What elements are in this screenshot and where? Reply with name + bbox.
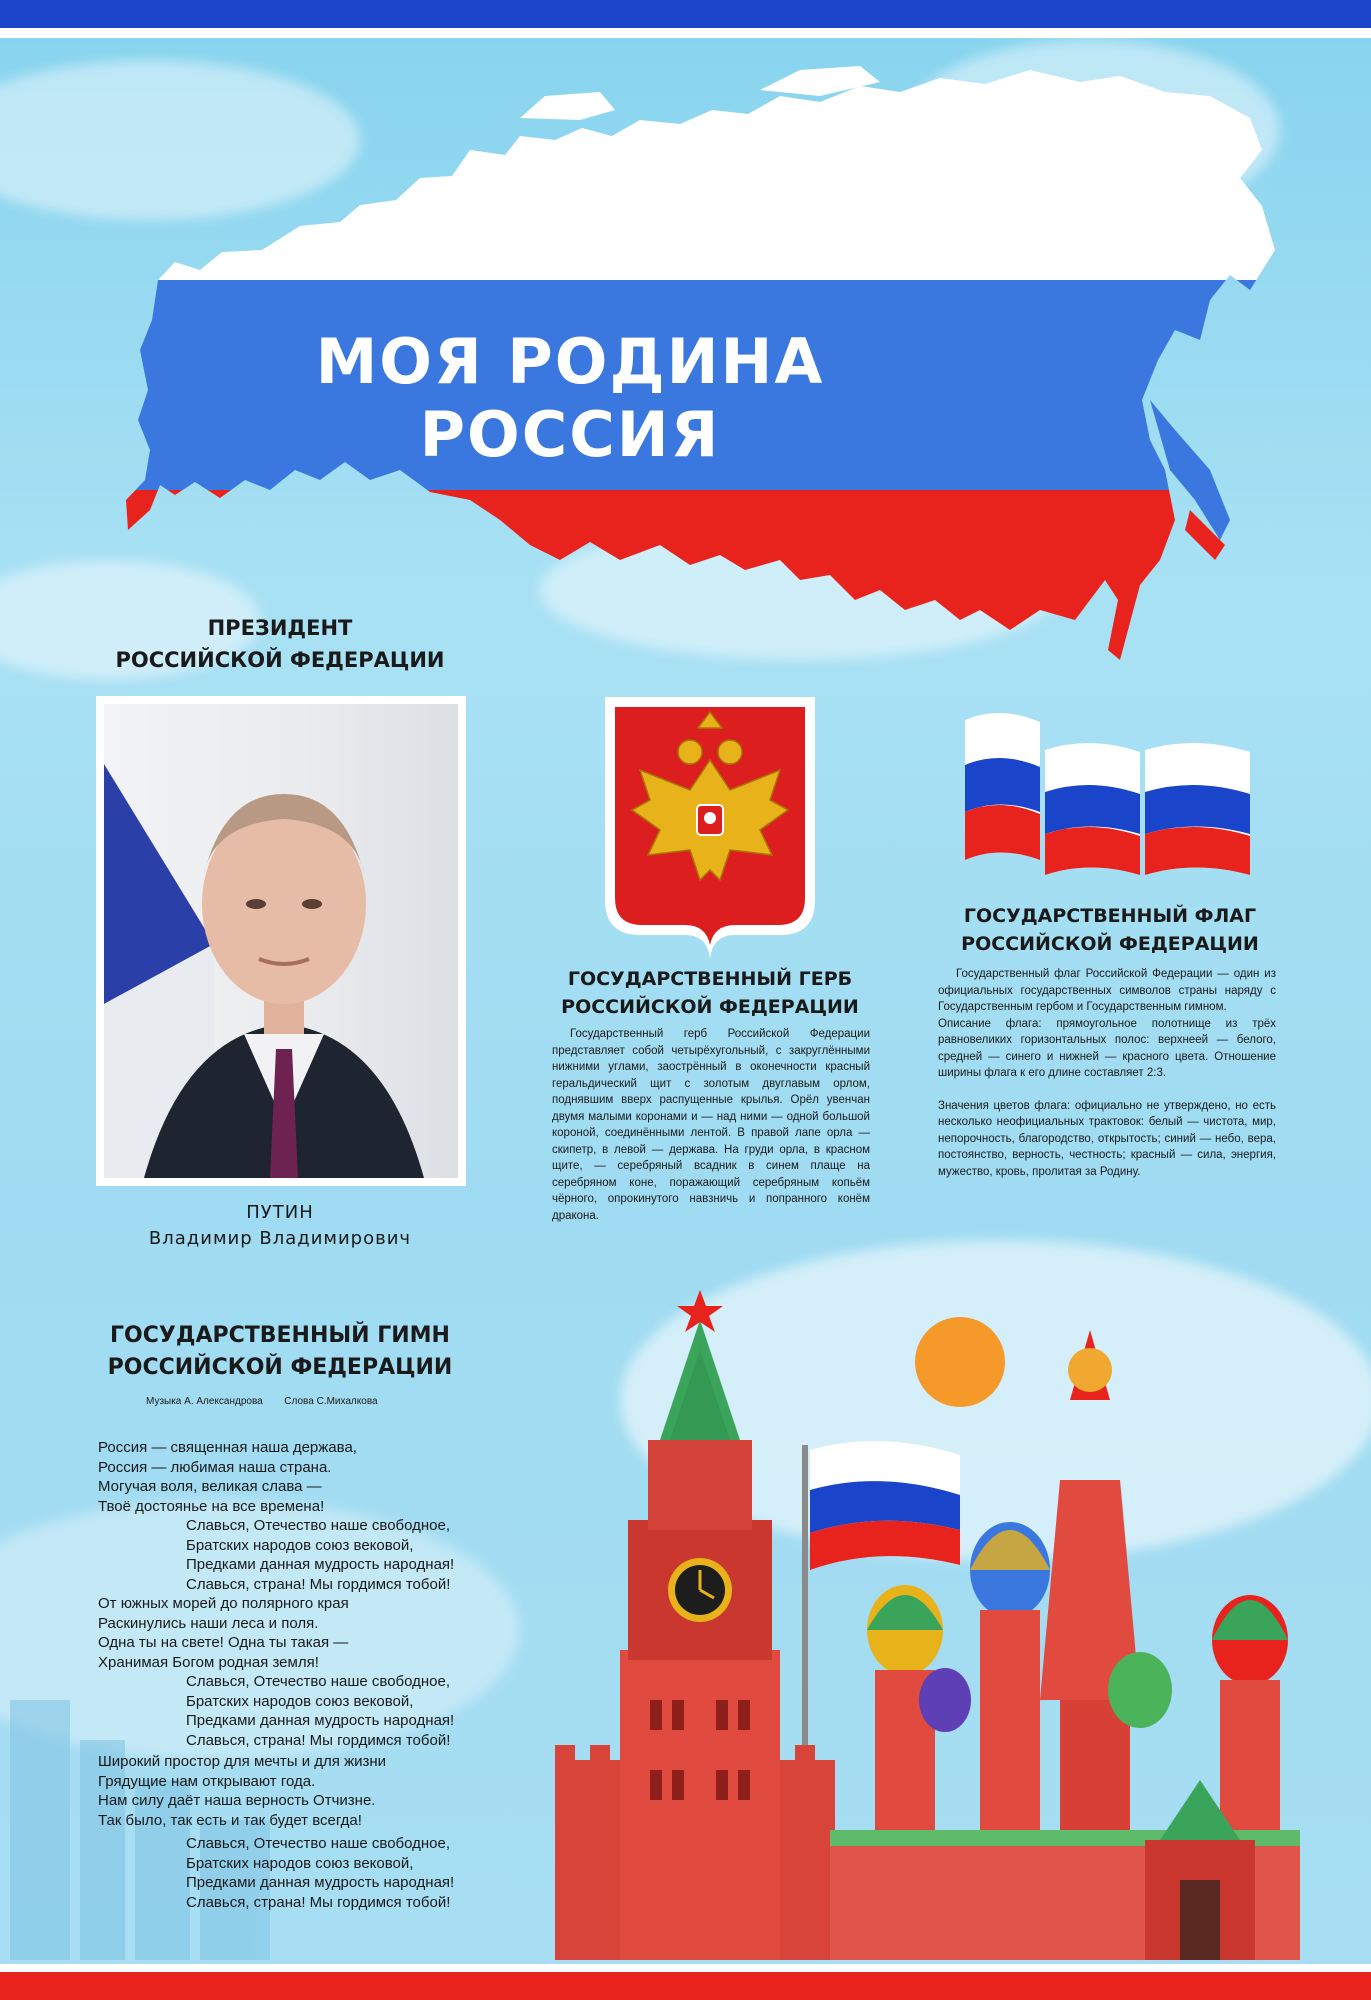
anthem-verse xyxy=(98,1752,386,1830)
anthem-chorus xyxy=(186,1516,454,1594)
president-name-block xyxy=(80,1200,480,1252)
spasskaya-tower-icon xyxy=(620,1290,780,1960)
coat-of-arms-heading-line2: РОССИЙСКОЙ ФЕДЕРАЦИИ xyxy=(561,996,859,1018)
anthem-line: Хранимая Богом родная земля! xyxy=(98,1653,319,1671)
anthem-line: От южных морей до полярного края xyxy=(98,1595,349,1612)
flag-paragraph: Значения цветов флага: официально не утверждено, но есть несколько неофициальных трактовок: белый — чистота, мир, непорочность, благородство, открытость; синий — небо, вера, постоянство, верность, честность; красный — сила, энергия, мужество, кровь, пролитая за Родину. xyxy=(938,1099,1276,1178)
anthem-line: Могучая воля, великая слава — xyxy=(98,1478,322,1495)
president-heading-line2: РОССИЙСКОЙ ФЕДЕРАЦИИ xyxy=(115,648,445,672)
anthem-line: Предками данная мудрость народная! xyxy=(186,1556,455,1573)
anthem-credits xyxy=(146,1396,466,1407)
anthem-chorus xyxy=(186,1834,454,1912)
anthem-verse xyxy=(98,1438,357,1516)
flag-heading-line2: РОССИЙСКОЙ ФЕДЕРАЦИИ xyxy=(961,933,1259,955)
anthem-line: Одна ты на свете! Одна ты такая — xyxy=(98,1634,349,1651)
president-heading-line1: ПРЕЗИДЕНТ xyxy=(207,616,353,640)
anthem-heading-line1: ГОСУДАРСТВЕННЫЙ ГИМН xyxy=(110,1323,450,1348)
flag-paragraph: Описание флага: прямоугольное полотнище из трёх равновеликих горизонтальных полос: верхнеей — белого, средней — синего и нижней — красного цвета. Отношение ширины флага к его длине составляет 2:3. xyxy=(938,1017,1276,1079)
anthem-line: Братских народов союз вековой, xyxy=(186,1692,414,1710)
president-given-name: Владимир Владимирович xyxy=(148,1228,412,1249)
anthem-line: Предками данная мудрость народная! xyxy=(186,1712,455,1729)
anthem-line: Так было, так есть и так будет всегда! xyxy=(98,1811,362,1829)
waving-flags-icon xyxy=(965,713,1250,875)
anthem-line: Славься, страна! Мы гордимся тобой! xyxy=(186,1575,451,1593)
anthem-line: Твоё достоянье на все времена! xyxy=(98,1497,325,1515)
anthem-line: Раскинулись наши леса и поля. xyxy=(98,1614,319,1632)
main-title: МОЯ РОДИНА РОССИЯ xyxy=(315,325,825,471)
anthem-verse xyxy=(98,1594,349,1672)
music-credit: Музыка А. Александрова xyxy=(146,1396,263,1407)
anthem-line: Широкий простор для мечты и для жизни xyxy=(98,1753,387,1770)
anthem-line: Славься, страна! Мы гордимся тобой! xyxy=(186,1893,451,1911)
flag-heading xyxy=(920,902,1300,958)
anthem-line: Славься, Отечество наше свободное, xyxy=(186,1517,451,1534)
anthem-line: Братских народов союз вековой, xyxy=(186,1536,414,1554)
flag-description xyxy=(938,966,1276,1180)
anthem-line: Предками данная мудрость народная! xyxy=(186,1874,455,1891)
president-surname: ПУТИН xyxy=(246,1202,314,1223)
st-basils-cathedral-icon xyxy=(830,1330,1300,1960)
coat-of-arms-heading xyxy=(530,965,890,1021)
anthem-line: Грядущие нам открывают года. xyxy=(98,1772,316,1790)
lyrics-credit: Слова С.Михалкова xyxy=(284,1396,378,1407)
sun-icon xyxy=(915,1317,1005,1407)
anthem-heading xyxy=(80,1320,480,1384)
anthem-line: Славься, страна! Мы гордимся тобой! xyxy=(186,1731,451,1749)
coat-of-arms-heading-line1: ГОСУДАРСТВЕННЫЙ ГЕРБ xyxy=(567,968,853,990)
anthem-line: Россия — любимая наша страна. xyxy=(98,1458,332,1476)
anthem-line: Славься, Отечество наше свободное, xyxy=(186,1673,451,1690)
flag-heading-line1: ГОСУДАРСТВЕННЫЙ ФЛАГ xyxy=(963,905,1257,927)
anthem-heading-line2: РОССИЙСКОЙ ФЕДЕРАЦИИ xyxy=(107,1355,453,1380)
president-heading xyxy=(80,612,480,676)
bottom-border-stripe xyxy=(0,1964,1371,2000)
anthem-line: Братских народов союз вековой, xyxy=(186,1854,414,1872)
anthem-line: Славься, Отечество наше свободное, xyxy=(186,1835,451,1852)
anthem-chorus xyxy=(186,1672,454,1750)
flag-paragraph: Государственный флаг Российской Федерации — один из официальных государственных символов страны наряду с Государственным гербом и Государственным гимном. xyxy=(938,968,1276,1013)
coat-of-arms-icon xyxy=(605,697,815,960)
anthem-line: Нам силу даёт наша верность Отчизне. xyxy=(98,1792,376,1809)
president-portrait-frame xyxy=(96,696,466,1186)
president-portrait xyxy=(104,704,458,1178)
anthem-line: Россия — священная наша держава, xyxy=(98,1439,357,1456)
coat-of-arms-description: Государственный герб Российской Федерации представляет собой четырёхугольный, с закруглёнными нижними углами, заострённый в оконечности красный геральдический щит с золотым двуглавым орлом, поднявшим вверх распущенные крылья. Орёл увенчан двумя малыми коронами и — над ними — одной большой короной, соединёнными лентой. В правой лапе орла — скипетр, в левой — держава. На груди орла, в красном щите, — серебряный всадник в синем плаще на серебряном коне, поражающий серебряным копьём чёрного, опрокинутого навзничь и попранного конём дракона. xyxy=(552,1028,870,1222)
